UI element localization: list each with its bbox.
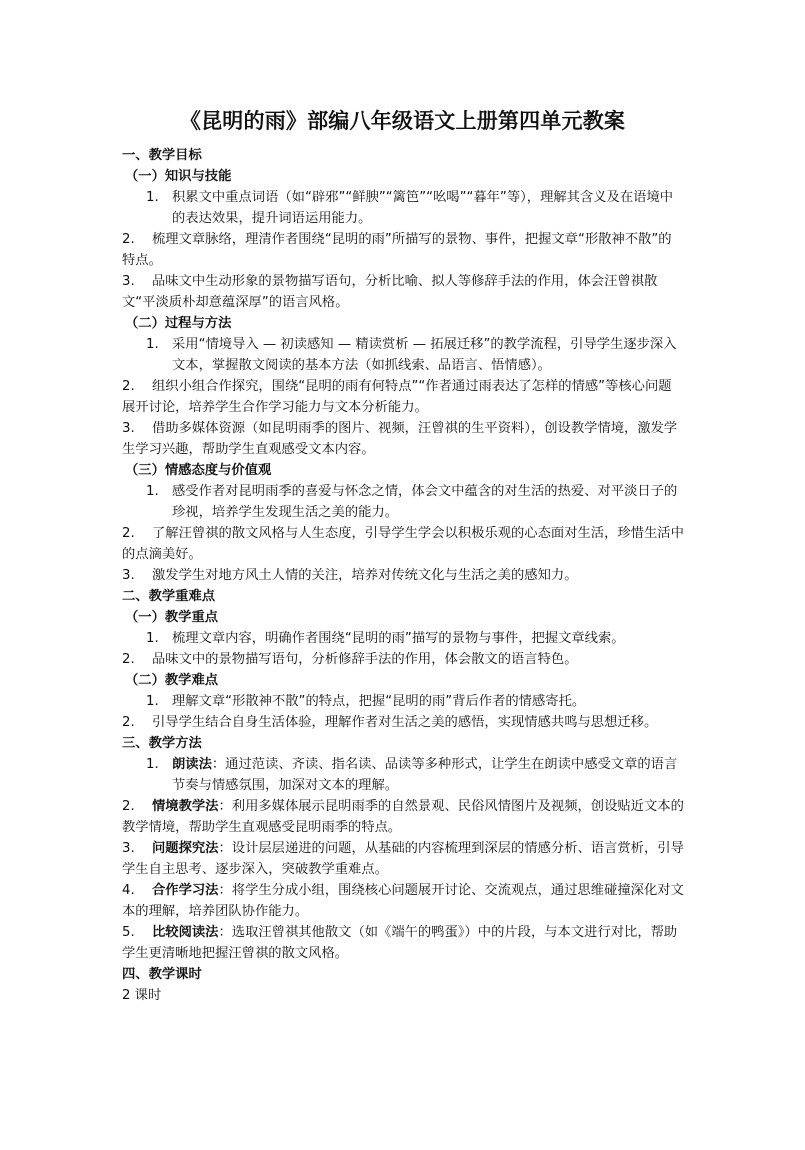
item-number: 5. bbox=[122, 925, 135, 940]
item-text: 激发学生对地方风土人情的关注，培养对传统文化与生活之美的感知力。 bbox=[152, 568, 578, 583]
list-item bbox=[122, 691, 684, 712]
document-title: 《昆明的雨》部编八年级语文上册第四单元教案 bbox=[179, 109, 626, 133]
item-number: 1. bbox=[146, 694, 159, 709]
subheading-process: （二）过程与方法 bbox=[125, 316, 232, 331]
list-item bbox=[122, 628, 684, 649]
item-text: 积累文中重点词语（如“辟邪”“鲜腴”“篱笆”“吆喝”“暮年”等），理解其含义及在语境中的表达效果，提升词语运用能力。 bbox=[172, 190, 674, 226]
list-item bbox=[122, 523, 684, 565]
item-text: 品味文中生动形象的景物描写语句，分析比喻、拟人等修辞手法的作用，体会汪曾祺散文“平淡质朴却意蕴深厚”的语言风格。 bbox=[122, 274, 658, 310]
item-text: 采用“情境导入 — 初读感知 — 精读赏析 — 拓展迁移”的教学流程，引导学生逐步深入文本，掌握散文阅读的基本方法（如抓线索、品语言、悟情感）。 bbox=[172, 337, 677, 373]
method-description: ：设计层层递进的问题，从基础的内容梳理到深层的情感分析、语言赏析，引导学生自主思考、逐步深入，突破教学重难点。 bbox=[122, 841, 684, 877]
method-description: ：选取汪曾祺其他散文（如《端午的鸭蛋》）中的片段，与本文进行对比，帮助学生更清晰地把握汪曾祺的散文风格。 bbox=[122, 925, 678, 961]
method-term: 合作学习法 bbox=[152, 883, 219, 898]
item-text: 感受作者对昆明雨季的喜爱与怀念之情，体会文中蕴含的对生活的热爱、对平淡日子的珍视，培养学生发现生活之美的能力。 bbox=[172, 484, 678, 520]
item-text: 梳理文章内容，明确作者围绕“昆明的雨”描写的景物与事件，把握文章线索。 bbox=[172, 631, 625, 646]
list-item bbox=[122, 880, 684, 922]
item-number: 2. bbox=[122, 652, 135, 667]
item-text bbox=[172, 754, 684, 796]
method-term: 情境教学法 bbox=[152, 799, 219, 814]
method-description: ：将学生分成小组，围绕核心问题展开讨论、交流观点，通过思维碰撞深化对文本的理解，培养团队协作能力。 bbox=[122, 883, 684, 919]
section-heading-keypoints: 二、教学重难点 bbox=[122, 589, 216, 604]
list-item bbox=[122, 334, 684, 376]
list-item bbox=[122, 187, 684, 229]
item-number: 3. bbox=[122, 841, 135, 856]
item-number: 3. bbox=[122, 421, 135, 436]
item-number: 4. bbox=[122, 883, 135, 898]
item-text: 组织小组合作探究，围绕“昆明的雨有何特点”“作者通过雨表达了怎样的情感”等核心问题展开讨论，培养学生合作学习能力与文本分析能力。 bbox=[122, 379, 672, 415]
method-term: 朗读法 bbox=[172, 757, 212, 772]
item-number: 2. bbox=[122, 232, 135, 247]
list-item bbox=[122, 838, 684, 880]
subheading-difficulty: （二）教学难点 bbox=[125, 673, 219, 688]
item-text: 梳理文章脉络，理清作者围绕“昆明的雨”所描写的景物、事件，把握文章“形散神不散”的特点。 bbox=[122, 232, 672, 268]
item-text: 理解文章“形散神不散”的特点，把握“昆明的雨”背后作者的情感寄托。 bbox=[172, 694, 586, 709]
method-description: ：通过范读、齐读、指名读、品读等多种形式，让学生在朗读中感受文章的语言节奏与情感氛围，加深对文本的理解。 bbox=[172, 757, 678, 793]
method-term: 问题探究法 bbox=[152, 841, 219, 856]
class-hours-value: 2 课时 bbox=[122, 988, 162, 1003]
list-item bbox=[122, 922, 684, 964]
section-heading-methods: 三、教学方法 bbox=[122, 736, 202, 751]
item-text: 引导学生结合自身生活体验，理解作者对生活之美的感悟，实现情感共鸣与思想迁移。 bbox=[152, 715, 658, 730]
list-item bbox=[122, 376, 684, 418]
item-number: 3. bbox=[122, 274, 135, 289]
item-number: 1. bbox=[146, 484, 159, 499]
subheading-knowledge: （一）知识与技能 bbox=[125, 169, 232, 184]
item-number: 1. bbox=[146, 757, 159, 772]
item-text: 借助多媒体资源（如昆明雨季的图片、视频，汪曾祺的生平资料），创设教学情境，激发学生学习兴趣，帮助学生直观感受文本内容。 bbox=[122, 421, 678, 457]
item-number: 1. bbox=[146, 337, 159, 352]
list-item bbox=[122, 229, 684, 271]
subheading-emotion: （三）情感态度与价值观 bbox=[125, 463, 272, 478]
list-item bbox=[122, 271, 684, 313]
method-term: 比较阅读法 bbox=[152, 925, 219, 940]
item-text: 品味文中的景物描写语句，分析修辞手法的作用，体会散文的语言特色。 bbox=[152, 652, 578, 667]
item-number: 2. bbox=[122, 526, 135, 541]
item-number: 2. bbox=[122, 379, 135, 394]
list-item bbox=[122, 649, 684, 670]
item-number: 2. bbox=[122, 799, 135, 814]
list-item bbox=[122, 712, 684, 733]
item-number: 3. bbox=[122, 568, 135, 583]
item-text: 了解汪曾祺的散文风格与人生态度，引导学生学会以积极乐观的心态面对生活，珍惜生活中的点滴美好。 bbox=[122, 526, 684, 562]
document-body bbox=[122, 145, 684, 1006]
item-number: 1. bbox=[146, 190, 159, 205]
subheading-focus: （一）教学重点 bbox=[125, 610, 219, 625]
section-heading-goals: 一、教学目标 bbox=[122, 148, 202, 163]
list-item bbox=[122, 481, 684, 523]
list-item bbox=[122, 565, 684, 586]
item-number: 1. bbox=[146, 631, 159, 646]
method-description: ：利用多媒体展示昆明雨季的自然景观、民俗风情图片及视频，创设贴近文本的教学情境，帮助学生直观感受昆明雨季的特点。 bbox=[122, 799, 684, 835]
list-item bbox=[122, 418, 684, 460]
list-item bbox=[122, 796, 684, 838]
section-heading-hours: 四、教学课时 bbox=[122, 967, 202, 982]
item-number: 2. bbox=[122, 715, 135, 730]
list-item bbox=[122, 754, 684, 796]
